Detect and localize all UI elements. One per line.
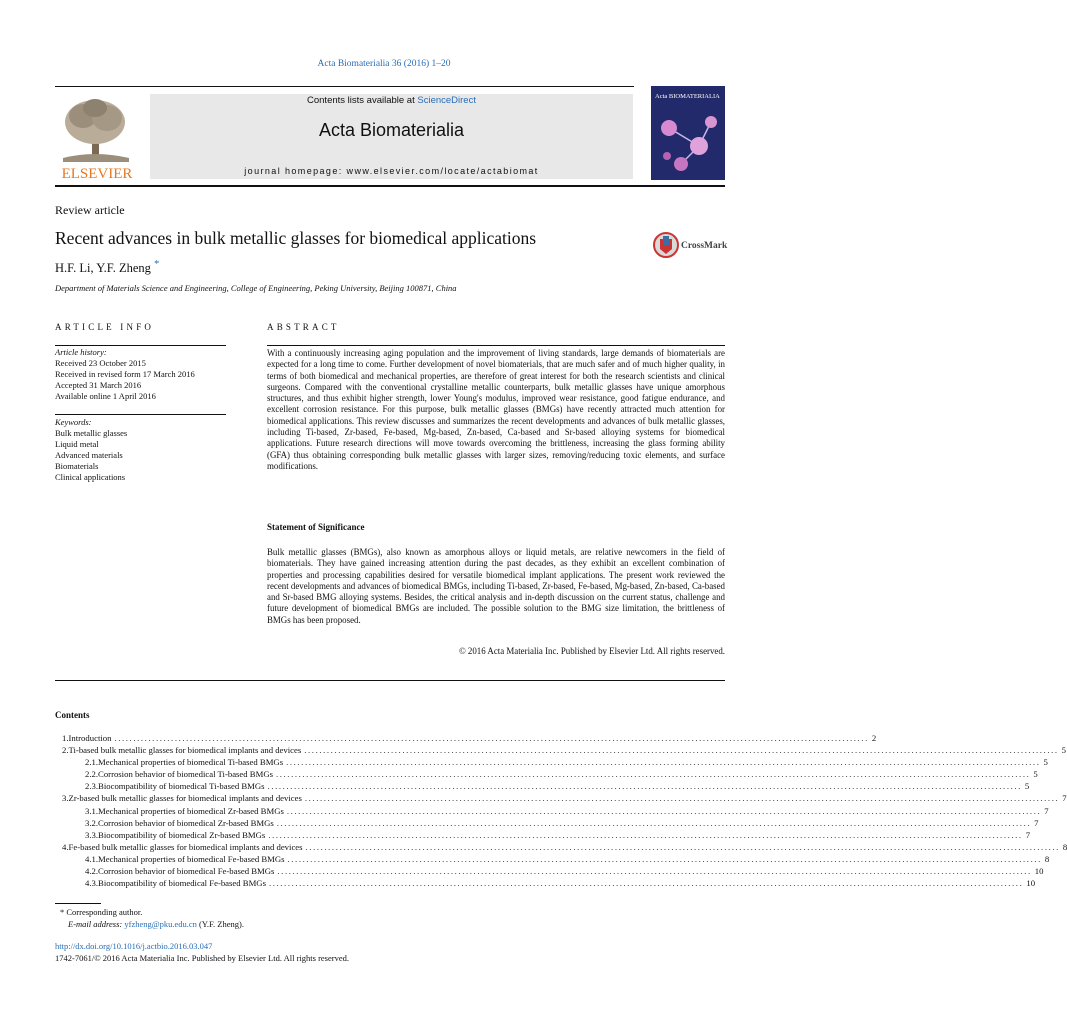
toc-entry[interactable] <box>55 878 1036 890</box>
crossmark-label: CrossMark <box>681 241 728 251</box>
toc-entry[interactable] <box>55 866 1044 878</box>
toc-number: 2.2. <box>85 769 99 780</box>
keywords-label: Keywords: <box>55 417 92 427</box>
cover-title: Acta BIOMATERIALIA <box>655 93 720 100</box>
author-names: H.F. Li, Y.F. Zheng <box>55 261 151 276</box>
toc-number: 4.2. <box>85 866 99 877</box>
toc-page-number: 8 <box>1044 853 1050 864</box>
toc-entry[interactable] <box>55 853 1050 866</box>
header-top-rule <box>55 86 634 87</box>
toc-entry[interactable] <box>55 781 1030 793</box>
toc-entry[interactable] <box>55 769 1038 781</box>
toc-leader-dots: ........................................................................................................................................................................................................ <box>286 805 1042 816</box>
table-of-contents <box>55 733 1067 890</box>
toc-page-number: 2 <box>871 733 877 743</box>
toc-leader-dots: ........................................................................................................................................................................................................ <box>304 745 1059 756</box>
contents-rule <box>55 680 725 681</box>
toc-leader-dots: ........................................................................................................................................................................................................ <box>268 878 1024 889</box>
keyword-item: Clinical applications <box>55 472 126 482</box>
abstract-text: With a continuously increasing aging population and the improvement of living standards, large demands of biomaterials are expected for a long time to come. Further development of novel biomaterials, that are much safer and of much higher quality, in terms of both biomedical and mechanical properties, are therefore of great interest for both the research scientists and clinical surgeons. Compared with the conventional crystalline metallic counterparts, bulk metallic glasses have unique amorphous structures, and thus exhibit higher strength, lower Young's modulus, improved wear resistance, good fatigue endurance, and excellent corrosion resistance. For this purpose, bulk metallic glasses (BMGs) have recently attracted much attention for biomedical applications. This review discusses and summarizes the recent developments and advances of bulk metallic glasses, including Ti-based, Zr-based, Fe-based, Mg-based, Zn-based, Ca-based and Sr-based alloying systems for biomedical applications. Future research directions will move towards overcoming the brittleness, increasing the glass forming ability (GFA) thus obtaining corresponding bulk metallic glasses with larger sizes, removing/reducing toxic elements, and surface modifications. <box>267 348 725 471</box>
toc-number: 3. <box>62 793 69 804</box>
toc-page-number: 7 <box>1025 829 1031 840</box>
email-label: E-mail address: <box>68 919 125 929</box>
abstract-rule <box>267 345 725 346</box>
journal-citation[interactable]: Acta Biomaterialia 36 (2016) 1–20 <box>317 59 451 69</box>
email-footnote <box>68 919 244 929</box>
toc-number: 2. <box>62 745 69 756</box>
toc-page-number: 7 <box>1034 817 1039 828</box>
contents-prefix: Contents lists available at <box>307 95 418 106</box>
toc-title[interactable]: Introduction <box>68 733 112 743</box>
email-suffix: (Y.F. Zheng). <box>196 919 244 929</box>
journal-homepage-line <box>150 166 633 176</box>
corresponding-author-footnote <box>60 907 142 917</box>
toc-title[interactable]: Corrosion behavior of biomedical Fe-based BMGs <box>98 866 275 877</box>
journal-cover-image <box>651 86 725 180</box>
toc-number: 3.2. <box>85 817 99 828</box>
homepage-prefix: journal homepage: <box>244 166 347 176</box>
toc-title[interactable]: Zr-based bulk metallic glasses for biomedical implants and devices <box>68 793 302 804</box>
authors <box>55 259 159 276</box>
toc-title[interactable]: Fe-based bulk metallic glasses for biomedical implants and devices <box>68 841 303 852</box>
toc-title[interactable]: Mechanical properties of biomedical Ti-based BMGs <box>98 757 284 768</box>
toc-leader-dots: ........................................................................................................................................................................................................ <box>276 817 1032 828</box>
toc-number: 4. <box>62 841 69 852</box>
toc-page-number: 10 <box>1026 878 1036 889</box>
toc-title[interactable]: Ti-based bulk metallic glasses for biomedical implants and devices <box>68 745 302 756</box>
keywords-rule <box>55 414 226 415</box>
toc-page-number: 5 <box>1043 757 1048 768</box>
footnote-rule <box>55 903 101 904</box>
toc-page-number: 5 <box>1033 769 1038 780</box>
toc-leader-dots: ........................................................................................................................................................................................................ <box>114 733 869 743</box>
author-affiliation: Department of Materials Science and Engineering, College of Engineering, Peking University, Beijing 100871, China <box>55 283 457 293</box>
toc-title[interactable]: Mechanical properties of biomedical Zr-based BMGs <box>98 805 284 816</box>
sciencedirect-link[interactable]: ScienceDirect <box>417 95 476 106</box>
significance-heading: Statement of Significance <box>267 522 365 532</box>
toc-leader-dots: ........................................................................................................................................................................................................ <box>267 781 1022 792</box>
contents-lists-line <box>150 95 633 106</box>
keyword-item: Advanced materials <box>55 450 123 460</box>
history-label: Article history: <box>55 347 107 357</box>
toc-page-number: 10 <box>1034 866 1044 877</box>
toc-number: 1. <box>62 733 69 743</box>
toc-title[interactable]: Biocompatibility of biomedical Fe-based BMGs <box>98 878 266 889</box>
doi-link[interactable]: http://dx.doi.org/10.1016/j.actbio.2016.03.047 <box>55 941 213 951</box>
article-info-rule <box>55 345 226 346</box>
article-type: Review article <box>55 203 125 217</box>
elsevier-tree-icon <box>55 94 139 180</box>
toc-leader-dots: ........................................................................................................................................................................................................ <box>277 866 1032 877</box>
online-date: Available online 1 April 2016 <box>55 391 156 401</box>
toc-number: 3.1. <box>85 805 99 816</box>
keyword-item: Liquid metal <box>55 439 99 449</box>
toc-entry[interactable] <box>55 841 1067 854</box>
toc-title[interactable]: Corrosion behavior of biomedical Zr-based BMGs <box>98 817 274 828</box>
article-title: Recent advances in bulk metallic glasses for biomedical applications <box>55 228 537 248</box>
toc-number: 2.3. <box>85 781 99 792</box>
toc-entry[interactable] <box>55 733 877 745</box>
toc-number: 4.3. <box>85 878 99 889</box>
revised-date: Received in revised form 17 March 2016 <box>55 369 195 379</box>
abstract-heading: ABSTRACT <box>267 322 340 332</box>
toc-title[interactable]: Corrosion behavior of biomedical Ti-based BMGs <box>98 769 273 780</box>
abstract-copyright: © 2016 Acta Materialia Inc. Published by Elsevier Ltd. All rights reserved. <box>458 646 725 656</box>
publisher-logo-text: ELSEVIER <box>61 166 133 182</box>
received-date: Received 23 October 2015 <box>55 358 146 368</box>
homepage-link[interactable]: www.elsevier.com/locate/actabiomat <box>346 166 539 176</box>
significance-text: Bulk metallic glasses (BMGs), also known as amorphous alloys or liquid metals, are relative newcomers in the field of biomaterials. They have gained increasing attention during the past decades, as they exhibit an excellent combination of properties and processing capabilities desired for versatile biomedical implant applications. The present work reviewed the recent developments and advances of biomedical BMGs, including Ti-based, Zr-based, Fe-based, Mg-based, Zn-based, Ca-based and Sr-based BMG alloying systems. Besides, the critical analysis and in-depth discussion on the current status, challenge and future development of biomedical BMGs are included. The possible solution to the BMG size limitation, the brittleness of BMGs has been proposed. <box>267 547 725 625</box>
toc-title[interactable]: Biocompatibility of biomedical Zr-based BMGs <box>98 829 266 840</box>
toc-leader-dots: ........................................................................................................................................................................................................ <box>287 853 1042 864</box>
footnote-mark: * <box>60 907 65 917</box>
toc-title[interactable]: Mechanical properties of biomedical Fe-based BMGs <box>98 853 285 864</box>
toc-entry[interactable] <box>55 805 1049 818</box>
corresponding-author-mark[interactable]: * <box>154 259 160 270</box>
toc-entry[interactable] <box>55 829 1031 842</box>
toc-page-number: 7 <box>1062 793 1067 804</box>
header-bottom-rule <box>55 185 725 187</box>
keyword-item: Bulk metallic glasses <box>55 428 128 438</box>
toc-entry[interactable] <box>55 745 1066 757</box>
toc-title[interactable]: Biocompatibility of biomedical Ti-based BMGs <box>98 781 265 792</box>
toc-leader-dots: ........................................................................................................................................................................................................ <box>275 769 1031 780</box>
keywords <box>55 417 245 483</box>
toc-page-number: 8 <box>1062 841 1067 852</box>
contents-heading: Contents <box>55 710 90 720</box>
toc-page-number: 5 <box>1061 745 1066 756</box>
toc-leader-dots: ........................................................................................................................................................................................................ <box>304 793 1060 804</box>
toc-leader-dots: ........................................................................................................................................................................................................ <box>286 757 1041 768</box>
elsevier-logo[interactable] <box>55 94 139 180</box>
crossmark-icon <box>652 230 727 260</box>
toc-page-number: 7 <box>1044 805 1049 816</box>
toc-entry[interactable] <box>55 793 1067 805</box>
issn-line: 1742-7061/© 2016 Acta Materialia Inc. Published by Elsevier Ltd. All rights reserved. <box>55 953 349 963</box>
footnote-text: Corresponding author. <box>66 907 143 917</box>
toc-page-number: 5 <box>1024 781 1030 792</box>
toc-entry[interactable] <box>55 757 1048 769</box>
toc-number: 4.1. <box>85 853 99 864</box>
journal-cover[interactable] <box>651 86 725 180</box>
toc-number: 3.3. <box>85 829 99 840</box>
email-link[interactable]: yfzheng@pku.edu.cn <box>124 919 197 929</box>
accepted-date: Accepted 31 March 2016 <box>55 380 142 390</box>
journal-title: Acta Biomaterialia <box>318 120 465 140</box>
keyword-item: Biomaterials <box>55 461 99 471</box>
toc-number: 2.1. <box>85 757 99 768</box>
toc-leader-dots: ........................................................................................................................................................................................................ <box>268 829 1023 840</box>
toc-leader-dots: ........................................................................................................................................................................................................ <box>305 841 1060 852</box>
article-history <box>55 347 245 402</box>
article-info-heading: ARTICLE INFO <box>55 322 155 332</box>
toc-entry[interactable] <box>55 817 1039 830</box>
crossmark-button[interactable] <box>652 230 727 260</box>
